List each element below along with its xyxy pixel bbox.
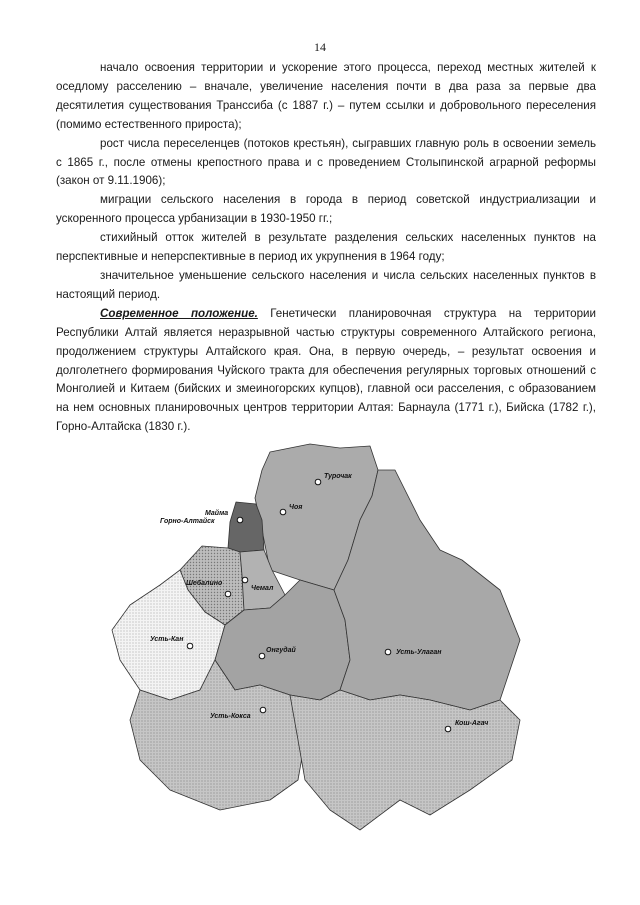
city-marker-ust-ulagan <box>385 649 391 655</box>
label-mayma: Майма <box>205 510 229 517</box>
label-ust-kan: Усть-Кан <box>150 636 184 643</box>
paragraph-1: начало освоения территории и ускорение этого процесса, переход местных жителей к оседлому расселению – вначале, увеличение населения почти в два раза за первые два десятилетия существования Транссиба (с 1887 г.) – путем ссылки и добровольного переселения (помимо естественного прироста); <box>56 61 596 131</box>
label-gorno-altaysk: Горно-Алтайск <box>160 518 215 525</box>
section-paragraph <box>56 305 596 437</box>
city-marker-kosh-agach <box>445 726 451 732</box>
page-number: 14 <box>314 40 326 54</box>
city-marker-ust-koksa <box>260 707 266 713</box>
city-marker-ongudai <box>259 653 265 659</box>
city-marker-turochak <box>315 479 321 485</box>
label-kosh-agach: Кош-Агач <box>455 720 489 727</box>
section-text: Генетически планировочная структура на территории Республики Алтай является неразрывной частью структуры современного Алтайского региона, продолжением структуры Алтайского края. Она, в первую очередь, – результат освоения и долголетнего формирования Чуйского тракта для обеспечения регулярных торговых отношений с Монголией и Китаем (бийских и змеиногорских купцов), главной оси расселения, с образованием на нем основных планировочных центров территории Алтая: Барнаула (1771 г.), Бийска (1782 г.), Горно-Алтайска (1830 г.). <box>56 306 596 434</box>
label-turochak: Турочак <box>324 473 352 480</box>
label-chemal: Чемал <box>251 585 274 592</box>
city-marker-shebalino <box>225 591 231 597</box>
label-shebalino: Шебалино <box>186 580 223 587</box>
district-map <box>110 438 550 838</box>
label-ongudai: Онгудай <box>266 647 296 654</box>
body-text <box>56 59 596 437</box>
city-marker-choya <box>280 509 286 515</box>
region-kosh-agach <box>290 690 520 830</box>
city-marker-ust-kan <box>187 643 193 649</box>
label-ust-koksa: Усть-Кокса <box>210 713 251 720</box>
label-choya: Чоя <box>289 504 303 511</box>
paragraph-4: стихийный отток жителей в результате разделения сельских населенных пунктов на перспективные и неперспективные в период их укрупнения в 1964 году; <box>56 231 596 264</box>
paragraph-5: значительное уменьшение сельского населения и числа сельских населенных пунктов в настоящий период. <box>56 268 596 301</box>
label-ust-ulagan: Усть-Улаган <box>396 649 442 656</box>
paragraph-2: рост числа переселенцев (потоков крестьян), сыгравших главную роль в освоении земель с 1865 г., после отмены крепостного права и с проведением Столыпинской аграрной реформы (закон от 9.11.1906); <box>56 136 596 188</box>
section-heading: Современное положение. <box>100 306 258 320</box>
city-marker-chemal <box>242 577 248 583</box>
paragraph-3: миграции сельского населения в города в период советской индустриализации и ускоренного процесса урбанизации в 1930-1950 гг.; <box>56 193 596 226</box>
city-marker-gorno-altaysk <box>237 517 243 523</box>
